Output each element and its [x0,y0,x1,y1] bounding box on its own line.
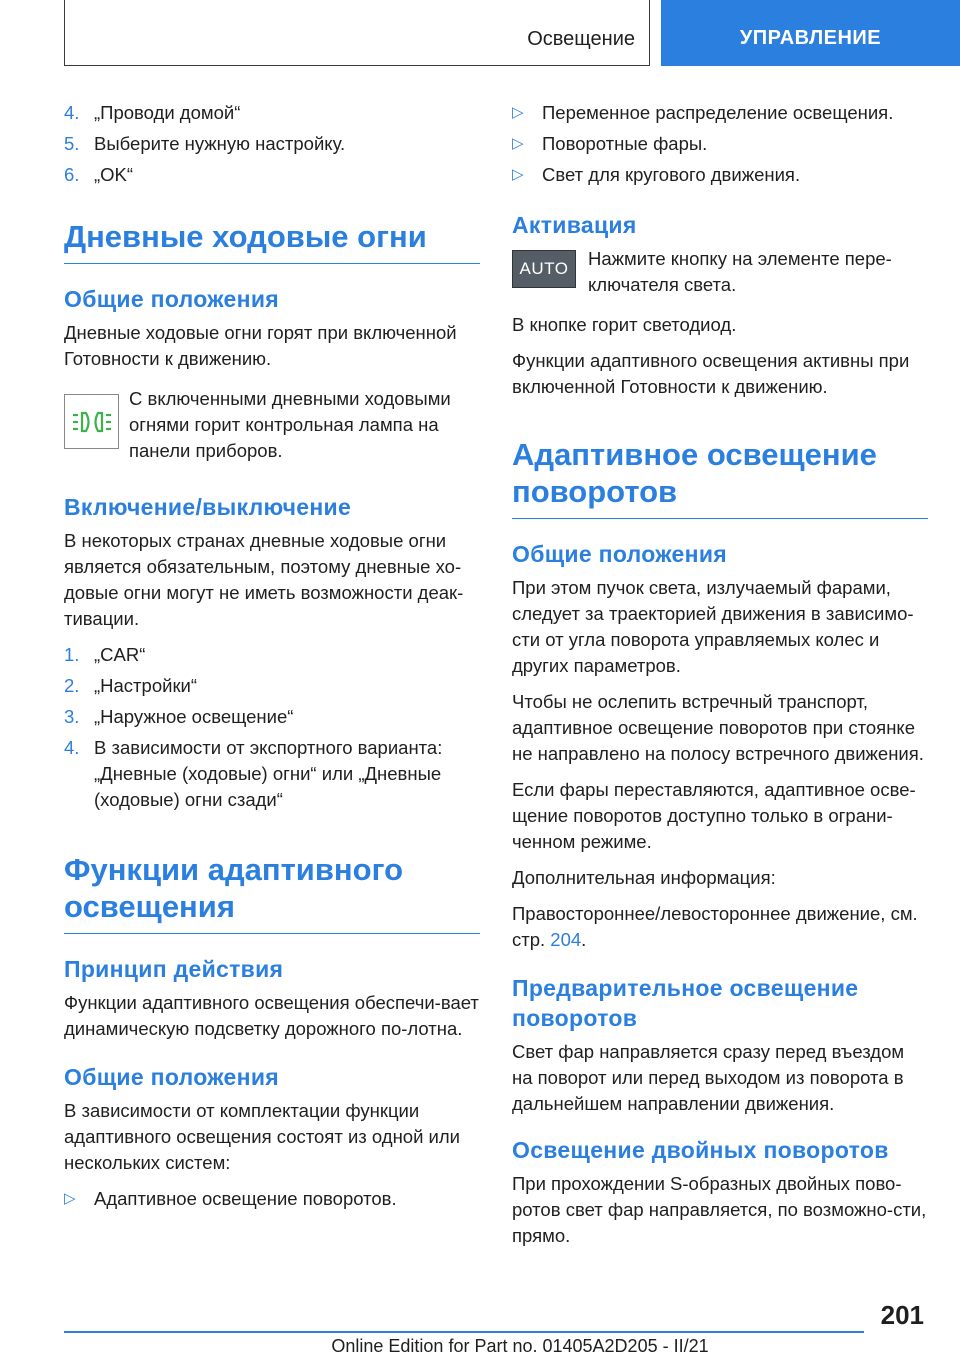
paragraph-g5 [512,901,928,953]
list-item [64,162,480,188]
triangle-bullet-icon: ▷ [64,1190,76,1207]
bullet-text: Переменное распределение освещения. [542,102,894,123]
header-chapter-tab[interactable]: УПРАВЛЕНИЕ [661,0,960,66]
auto-button-icon: AUTO [512,250,576,288]
steps-on-off [64,642,480,813]
paragraph-g4: Дополнительная информация: [512,867,776,888]
page-link-204[interactable]: 204 [550,929,582,950]
heading-general-2: Общие положения [64,1064,279,1090]
footer-edition: Online Edition for Part no. 01405A2D205 - II/21 [331,1336,709,1356]
header-section-title: Освещение [527,28,635,50]
paragraph-principle: Функции адаптивного освещения обеспечи‐вает динамическую подсветку дорожного по‐лотна. [64,992,479,1039]
heading-cornering: Адаптивное освещение поворотов [512,436,928,519]
list-item [64,673,480,699]
triangle-bullet-icon: ▷ [512,166,524,183]
page-number: 201 [880,1300,924,1330]
drl-indicator-row [64,386,480,464]
step-number: 3. [64,706,80,727]
list-item [64,735,480,813]
page-header [0,0,960,66]
list-item [512,100,928,126]
drl-indicator-icon [64,394,119,449]
step-text: „Проводи домой“ [94,102,241,123]
heading-double: Освещение двойных поворотов [512,1137,889,1163]
step-number: 1. [64,644,80,665]
list-item [64,100,480,126]
step-number: 6. [64,164,80,185]
step-number: 2. [64,675,80,696]
bullet-text: Поворотные фары. [542,133,708,154]
bullet-text: Свет для кругового движения. [542,164,801,185]
list-item [64,704,480,730]
step-number: 5. [64,133,80,154]
auto-button-text: Нажмите кнопку на элементе пере‐ключателя света. [588,248,892,295]
step-text: Выберите нужную настройку. [94,133,346,154]
list-item [512,131,928,157]
heading-adaptive: Функции адаптивного освещения [64,851,480,934]
paragraph-active: Функции адаптивного освещения активны при включенной Готовности к движению. [512,350,910,397]
heading-on-off: Включение/выключение [64,494,352,520]
paragraph-g3: Если фары переставляются, адаптивное осве‐щение поворотов доступно только в ограни‐ченном режиме. [512,779,916,852]
g5-text: Правостороннее/левостороннее движение, см. стр. [512,903,918,950]
heading-general-right: Общие положения [512,541,727,567]
g5-end: . [581,929,587,950]
list-item [64,131,480,157]
paragraph-g1: При этом пучок света, излучаемый фарами, следует за траекторией движения в зависимо‐сти от угла поворота управляемых колес и других параметров. [512,577,914,676]
step-text: „Наружное освещение“ [94,706,294,727]
step-number: 4. [64,102,80,123]
paragraph-on-off: В некоторых странах дневные ходовые огни является обязательным, поэтому дневные хо‐довые огни могут не иметь возможности деак‐тивации. [64,530,464,629]
heading-pre-cornering: Предварительное освещение поворотов [512,975,859,1031]
footer-divider [64,1331,864,1333]
bullets-left [64,1186,480,1212]
heading-drl: Дневные ходовые огни [64,218,480,264]
header-section-box [64,0,650,66]
right-column [512,100,928,1259]
bullet-text: Адаптивное освещение поворотов. [94,1188,397,1209]
paragraph-double: При прохождении S-образных двойных пово‐ротов свет фар направляется, по возможно‐сти, прямо. [512,1173,927,1246]
step-number: 4. [64,737,80,758]
list-item [512,162,928,188]
auto-button-row [512,246,928,298]
heading-principle: Принцип действия [64,956,284,982]
paragraph-general: Дневные ходовые огни горят при включенной Готовности к движению. [64,322,457,369]
steps-top [64,100,480,188]
step-text: „OK“ [94,164,134,185]
triangle-bullet-icon: ▷ [512,135,524,152]
paragraph-led: В кнопке горит светодиод. [512,314,737,335]
heading-activation: Активация [512,212,637,238]
bullets-right [512,100,928,188]
heading-general: Общие положения [64,286,279,312]
list-item [64,1186,480,1212]
left-column [64,100,480,1222]
drl-indicator-text: С включенными дневными ходовыми огнями горит контрольная лампа на панели приборов. [129,388,451,461]
paragraph-g2: Чтобы не ослепить встречный транспорт, адаптивное освещение поворотов при стоянке не направлено на полосу встречного движения. [512,691,924,764]
paragraph-pre: Свет фар направляется сразу перед въездом на поворот или перед выходом из поворота в дальнейшем направлении движения. [512,1041,905,1114]
step-text: „CAR“ [94,644,146,665]
triangle-bullet-icon: ▷ [512,104,524,121]
step-text: В зависимости от экспортного варианта: „Дневные (ходовые) огни“ или „Дневные (ходовые) огни сзади“ [94,737,443,810]
step-text: „Настройки“ [94,675,198,696]
list-item [64,642,480,668]
paragraph-general-2: В зависимости от комплектации функции адаптивного освещения состоят из одной или нескольких систем: [64,1100,461,1173]
